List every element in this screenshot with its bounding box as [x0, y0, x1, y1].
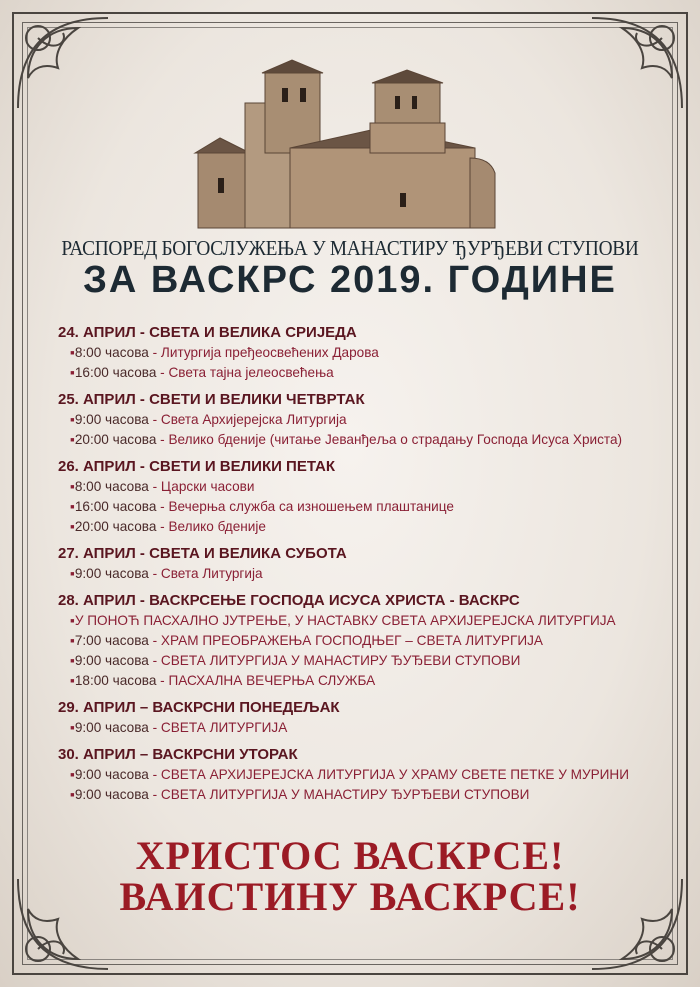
item-description: - Литургија пређеосвећених Дарова — [148, 345, 379, 360]
item-description: - ПАСХАЛНА ВЕЧЕРЊА СЛУЖБА — [156, 673, 376, 688]
bullet-icon: ▪ — [70, 412, 75, 427]
item-description: - Велико бденије (читање Јеванђеља о страдању Господа Исуса Христа) — [156, 432, 623, 447]
item-time: 18:00 часова — [74, 673, 157, 688]
item-description: - СВЕТА ЛИТУРГИЈА У МАНАСТИРУ ЂУРЂЕВИ СТУПОВИ — [148, 787, 530, 802]
schedule-day — [58, 456, 678, 537]
item-description: - Царски часови — [148, 479, 255, 494]
schedule-item — [58, 718, 678, 738]
bullet-icon: ▪ — [70, 613, 75, 628]
bullet-icon: ▪ — [70, 499, 75, 514]
bullet-icon: ▪ — [70, 432, 75, 447]
schedule-item — [58, 765, 678, 785]
bullet-icon: ▪ — [70, 633, 75, 648]
schedule-item — [58, 343, 678, 363]
item-description: - СВЕТА ЛИТУРГИЈА — [148, 720, 288, 735]
page-title: РАСПОРЕД БОГОСЛУЖЕЊА У МАНАСТИРУ ЂУРЂЕВИ СТУПОВИ — [61, 236, 639, 260]
schedule-day — [58, 322, 678, 383]
item-time: 9:00 часова — [74, 787, 149, 802]
item-description: - СВЕТА АРХИЈЕРЕЈСКА ЛИТУРГИЈА У ХРАМУ СВЕТЕ ПЕТКЕ У МУРИНИ — [148, 767, 630, 782]
item-time: 9:00 часова — [74, 412, 149, 427]
schedule-day — [58, 543, 678, 584]
item-time: 8:00 часова — [74, 345, 149, 360]
schedule-item — [58, 671, 678, 691]
day-heading: 29. АПРИЛ – ВАСКРСНИ ПОНЕДЕЉАК — [58, 699, 340, 716]
schedule-item — [58, 477, 678, 497]
item-time: 16:00 часова — [74, 499, 157, 514]
bullet-icon: ▪ — [70, 566, 75, 581]
day-heading: 24. АПРИЛ - СВЕТА И ВЕЛИКА СРИЈЕДА — [58, 324, 357, 341]
schedule-day — [58, 697, 678, 738]
schedule-list — [58, 322, 678, 811]
item-time: 20:00 часова — [74, 519, 157, 534]
bullet-icon: ▪ — [70, 720, 75, 735]
schedule-item — [58, 785, 678, 805]
schedule-item — [58, 410, 678, 430]
day-heading: 28. АПРИЛ - ВАСКРСЕЊЕ ГОСПОДА ИСУСА ХРИСТА - ВАСКРС — [58, 592, 520, 609]
closing-response: ВАИСТИНУ ВАСКРСЕ! — [119, 874, 581, 919]
item-time: 9:00 часова — [74, 653, 149, 668]
schedule-day — [58, 389, 678, 450]
item-time: 9:00 часова — [74, 566, 149, 581]
bullet-icon: ▪ — [70, 345, 75, 360]
bullet-icon: ▪ — [70, 767, 75, 782]
item-description: - Света Архијерејска Литургија — [148, 412, 347, 427]
corner-ornament-icon — [582, 8, 692, 118]
schedule-item — [58, 430, 678, 450]
day-heading: 25. АПРИЛ - СВЕТИ И ВЕЛИКИ ЧЕТВРТАК — [58, 391, 365, 408]
day-heading: 30. АПРИЛ – ВАСКРСНИ УТОРАК — [58, 746, 298, 763]
item-description: - Вечерња служба са изношењем плаштанице — [156, 499, 454, 514]
schedule-item — [58, 497, 678, 517]
bullet-icon: ▪ — [70, 479, 75, 494]
item-description: - Света тајна јелеосвећења — [156, 365, 334, 380]
page-subtitle: ЗА ВАСКРС 2019. ГОДИНЕ — [83, 259, 617, 301]
schedule-day — [58, 590, 678, 691]
item-description: - Велико бденије — [156, 519, 266, 534]
item-description: - ХРАМ ПРЕОБРАЖЕЊА ГОСПОДЊЕГ – СВЕТА ЛИТУРГИЈА — [148, 633, 543, 648]
schedule-item — [58, 631, 678, 651]
schedule-day — [58, 744, 678, 805]
item-time: 9:00 часова — [74, 767, 149, 782]
bullet-icon: ▪ — [70, 653, 75, 668]
schedule-item — [58, 517, 678, 537]
item-time: 16:00 часова — [74, 365, 157, 380]
item-description: У ПОНОЋ ПАСХАЛНО ЈУТРЕЊЕ, У НАСТАВКУ СВЕТА АРХИЈЕРЕЈСКА ЛИТУРГИЈА — [74, 613, 616, 628]
bullet-icon: ▪ — [70, 519, 75, 534]
bullet-icon: ▪ — [70, 673, 75, 688]
closing-greeting: ХРИСТОС ВАСКРСЕ! — [135, 833, 565, 878]
item-description: - СВЕТА ЛИТУРГИЈА У МАНАСТИРУ ЂУЂЕВИ СТУПОВИ — [148, 653, 521, 668]
bullet-icon: ▪ — [70, 787, 75, 802]
item-time: 20:00 часова — [74, 432, 157, 447]
item-time: 7:00 часова — [74, 633, 149, 648]
corner-ornament-icon — [8, 8, 118, 118]
day-heading: 27. АПРИЛ - СВЕТА И ВЕЛИКА СУБОТА — [58, 545, 347, 562]
schedule-item — [58, 611, 678, 631]
item-time: 9:00 часова — [74, 720, 149, 735]
day-heading: 26. АПРИЛ - СВЕТИ И ВЕЛИКИ ПЕТАК — [58, 458, 336, 475]
schedule-item — [58, 651, 678, 671]
monastery-church-image — [190, 58, 510, 233]
item-description: - Света Литургија — [148, 566, 263, 581]
schedule-item — [58, 564, 678, 584]
schedule-item — [58, 363, 678, 383]
item-time: 8:00 часова — [74, 479, 149, 494]
bullet-icon: ▪ — [70, 365, 75, 380]
